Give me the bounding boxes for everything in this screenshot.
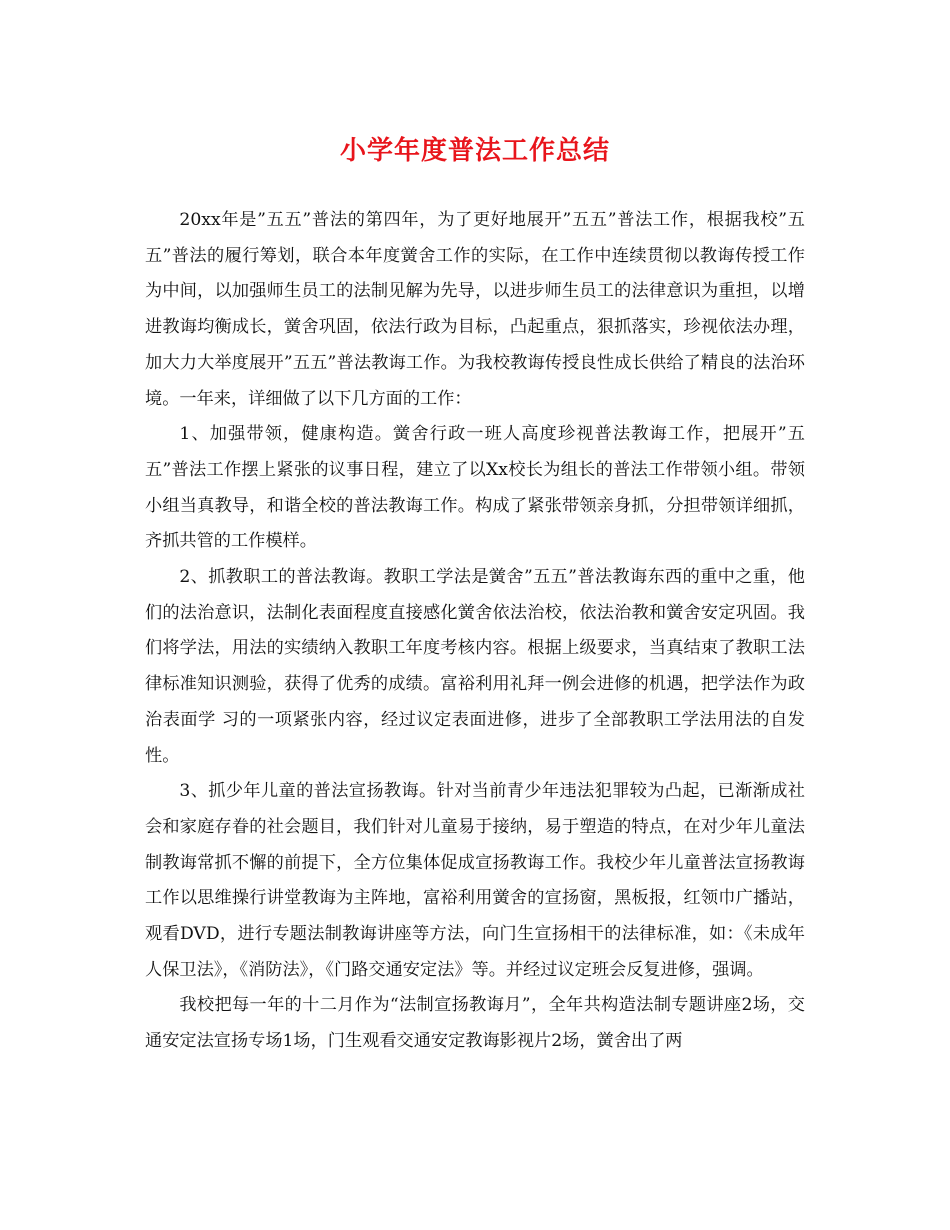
paragraph-intro: 20xx年是”五五”普法的第四年，为了更好地展开”五五”普法工作，根据我校”五五”普法的履行筹划，联合本年度黉舍工作的实际，在工作中连续贯彻以教诲传授工作为中间，以加强师生员工的法制见解为先导，以进步师生员工的法律意识为重担，以增进教诲均衡成长，黉舍巩固，依法行政为目标，凸起重点，狠抓落实，珍视依法办理，加大力大举度展开”五五”普法教诲工作。为我校教诲传授良性成长供给了精良的法治环境。一年来，详细做了以下几方面的工作：: [145, 210, 805, 409]
paragraph-student-education: 3、抓少年儿童的普法宣扬教诲。针对当前青少年违法犯罪较为凸起，已渐渐成社会和家庭存眷的社会题目，我们针对儿童易于接纳，易于塑造的特点，在对少年儿童法制教诲常抓不懈的前提下，全方位集体促成宣扬教诲工作。我校少年儿童普法宣扬教诲工作以思维操行讲堂教诲为主阵地，富裕利用黉舍的宣扬窗，黑板报，红领巾广播站，观看DVD，进行专题法制教诲讲座等方法，向门生宣扬相干的法律标准，如：《未成年人保卫法》，《消防法》，《门路交通安定法》等。并经过议定班会反复进修，强调。: [145, 781, 805, 980]
document-title: 小学年度普法工作总结: [339, 136, 610, 166]
paragraph-staff-education: 2、抓教职工的普法教诲。教职工学法是黉舍”五五”普法教诲东西的重中之重，他们的法治意识，法制化表面程度直接感化黉舍依法治校，依法治教和黉舍安定巩固。我们将学法，用法的实绩纳入教职工年度考核内容。根据上级要求，当真结束了教职工法律标准知识测验，获得了优秀的成绩。富裕利用礼拜一例会进修的机遇，把学法作为政治表面学 习的一项紧张内容，经过议定表面进修，进步了全部教职工学法用法的自发性。: [145, 567, 805, 766]
document-body: [145, 203, 805, 1060]
paragraph-legal-month: 我校把每一年的十二月作为“法制宣扬教诲月”，全年共构造法制专题讲座2场，交通安定法宣扬专场1场，门生观看交通安定教诲影视片2场，黉舍出了两: [145, 995, 805, 1052]
paragraph-leadership: 1、加强带领，健康构造。黉舍行政一班人高度珍视普法教诲工作，把展开”五五”普法工作摆上紧张的议事日程，建立了以Xx校长为组长的普法工作带领小组。带领小组当真教导，和谐全校的普法教诲工作。构成了紧张带领亲身抓，分担带领详细抓，齐抓共管的工作模样。: [145, 424, 805, 552]
